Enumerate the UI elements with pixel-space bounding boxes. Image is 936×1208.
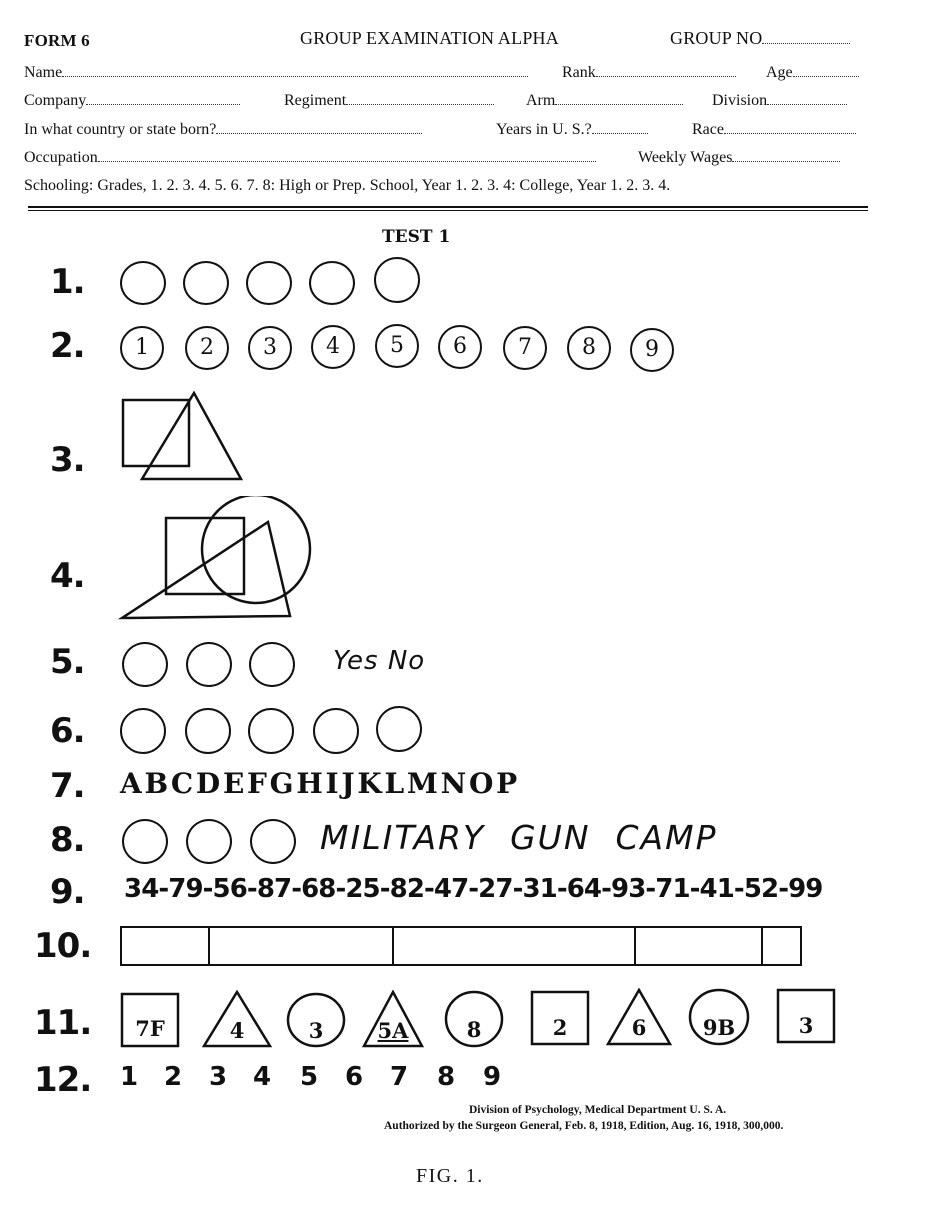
test-title: TEST 1 bbox=[382, 227, 451, 247]
q11-shape-label: 2 bbox=[552, 1015, 568, 1040]
q2-number-circle[interactable]: 8 bbox=[567, 326, 611, 370]
arm-field[interactable] bbox=[555, 92, 683, 105]
q8-circle[interactable] bbox=[186, 819, 232, 864]
race-field[interactable] bbox=[724, 121, 856, 134]
double-rule-top bbox=[28, 206, 868, 208]
regiment-field[interactable] bbox=[346, 92, 494, 105]
q10-label: 10. bbox=[34, 926, 92, 966]
q12-number[interactable]: 7 bbox=[390, 1062, 409, 1092]
q11-shape-label: 7F bbox=[135, 1016, 165, 1041]
q9-number-sequence: 34-79-56-87-68-25-82-47-27-31-64-93-71-41-52-99 bbox=[124, 874, 823, 904]
q2-label: 2. bbox=[50, 326, 85, 366]
years-us-label: Years in U. S.? bbox=[496, 121, 592, 138]
regiment-label: Regiment bbox=[284, 92, 347, 109]
race-label: Race bbox=[692, 121, 724, 138]
q6-label: 6. bbox=[50, 711, 85, 751]
q10-divider bbox=[761, 928, 763, 964]
header-row-occupation bbox=[24, 149, 870, 171]
q1-label: 1. bbox=[50, 262, 85, 302]
q2-number-circle[interactable]: 1 bbox=[120, 326, 164, 370]
born-field[interactable] bbox=[216, 121, 422, 134]
q8-circle[interactable] bbox=[122, 819, 168, 864]
q12-number[interactable]: 1 bbox=[120, 1062, 139, 1092]
q7-label: 7. bbox=[50, 766, 85, 806]
company-label: Company bbox=[24, 92, 87, 109]
rank-field[interactable] bbox=[596, 64, 736, 77]
q6-circle[interactable] bbox=[248, 708, 294, 754]
q6-circle[interactable] bbox=[120, 708, 166, 754]
q11-shape-label: 3 bbox=[798, 1013, 814, 1038]
q4-label: 4. bbox=[50, 556, 85, 596]
q12-number[interactable]: 2 bbox=[164, 1062, 183, 1092]
q11-square-shape[interactable] bbox=[530, 990, 590, 1046]
q1-circle[interactable] bbox=[246, 261, 292, 305]
weekly-wages-field[interactable] bbox=[732, 149, 840, 162]
q11-shape-label: 3 bbox=[308, 1018, 324, 1043]
years-us-field[interactable] bbox=[592, 121, 648, 134]
group-no-field[interactable] bbox=[762, 31, 850, 44]
q8-words: MILITARY GUN CAMP bbox=[320, 818, 718, 857]
name-field[interactable] bbox=[62, 64, 528, 77]
q10-divider bbox=[208, 928, 210, 964]
q11-triangle-shape[interactable] bbox=[202, 990, 272, 1048]
q12-number[interactable]: 9 bbox=[483, 1062, 502, 1092]
q11-shape-label: 4 bbox=[229, 1018, 245, 1043]
header-row-name bbox=[24, 64, 870, 86]
q8-label: 8. bbox=[50, 820, 85, 860]
q2-number-circle[interactable]: 5 bbox=[375, 324, 419, 368]
q9-label: 9. bbox=[50, 872, 85, 912]
q5-yes-no-words: Yes No bbox=[333, 646, 426, 676]
q2-number-circle[interactable]: 3 bbox=[248, 326, 292, 370]
q11-triangle-shape[interactable] bbox=[606, 988, 672, 1046]
q7-letters: A B C D E F G H I J K L M N O P bbox=[120, 767, 518, 800]
division-label: Division bbox=[712, 92, 768, 109]
arm-label: Arm bbox=[526, 92, 556, 109]
q5-circle[interactable] bbox=[186, 642, 232, 687]
company-field[interactable] bbox=[86, 92, 240, 105]
q3-label: 3. bbox=[50, 440, 85, 480]
q11-circle-shape[interactable] bbox=[286, 992, 346, 1048]
footer-division-line: Division of Psychology, Medical Department U. S. A. bbox=[469, 1104, 727, 1116]
q12-number[interactable]: 4 bbox=[253, 1062, 272, 1092]
rank-label: Rank bbox=[562, 64, 596, 81]
occupation-label: Occupation bbox=[24, 149, 98, 166]
age-label: Age bbox=[766, 64, 793, 81]
q5-circle[interactable] bbox=[122, 642, 168, 687]
q6-circle[interactable] bbox=[313, 708, 359, 754]
q12-number[interactable]: 6 bbox=[345, 1062, 364, 1092]
name-label: Name bbox=[24, 64, 63, 81]
q11-shape-label: 8 bbox=[466, 1017, 482, 1042]
q3-square-triangle-figure[interactable] bbox=[118, 388, 248, 484]
q11-shape-label: 5A bbox=[377, 1018, 409, 1043]
q12-number[interactable]: 3 bbox=[209, 1062, 228, 1092]
q2-number-circle[interactable]: 9 bbox=[630, 328, 674, 372]
header-row-company bbox=[24, 92, 870, 114]
q1-circle[interactable] bbox=[374, 257, 420, 303]
q10-divider bbox=[634, 928, 636, 964]
q2-number-circle[interactable]: 2 bbox=[185, 326, 229, 370]
q5-circle[interactable] bbox=[249, 642, 295, 687]
q12-number[interactable]: 5 bbox=[300, 1062, 319, 1092]
header-row-born bbox=[24, 121, 870, 143]
q11-square-shape[interactable] bbox=[776, 988, 836, 1044]
q2-number-circle[interactable]: 4 bbox=[311, 325, 355, 369]
q8-circle[interactable] bbox=[250, 819, 296, 864]
footer-authorization-line: Authorized by the Surgeon General, Feb. 8, 1918, Edition, Aug. 16, 1918, 300,000. bbox=[384, 1120, 784, 1132]
q12-number[interactable]: 8 bbox=[437, 1062, 456, 1092]
q1-circle[interactable] bbox=[309, 261, 355, 305]
group-no-text: GROUP NO bbox=[670, 28, 763, 48]
q11-shape-label: 9B bbox=[702, 1015, 736, 1040]
header-row-schooling bbox=[24, 177, 870, 199]
q2-number-circle[interactable]: 6 bbox=[438, 325, 482, 369]
form-title: GROUP EXAMINATION ALPHA bbox=[300, 28, 559, 48]
q6-circle[interactable] bbox=[185, 708, 231, 754]
q2-number-circle[interactable]: 7 bbox=[503, 326, 547, 370]
q1-circle[interactable] bbox=[120, 261, 166, 305]
q10-partitioned-box[interactable] bbox=[120, 926, 802, 966]
double-rule-bottom bbox=[28, 210, 868, 211]
q12-label: 12. bbox=[34, 1060, 92, 1100]
occupation-field[interactable] bbox=[98, 149, 596, 162]
q1-circle[interactable] bbox=[183, 261, 229, 305]
q11-circle-shape[interactable] bbox=[688, 988, 750, 1046]
q6-circle[interactable] bbox=[376, 706, 422, 752]
q10-divider bbox=[392, 928, 394, 964]
born-label: In what country or state born? bbox=[24, 121, 217, 138]
age-field[interactable] bbox=[793, 64, 859, 77]
q11-square-shape[interactable] bbox=[120, 992, 180, 1048]
q4-circle bbox=[202, 496, 310, 603]
form-number: FORM 6 bbox=[24, 31, 90, 50]
q11-triangle-shape[interactable] bbox=[362, 990, 424, 1048]
q11-circle-shape[interactable] bbox=[444, 990, 504, 1048]
q11-shape-label: 6 bbox=[631, 1015, 647, 1040]
q11-label: 11. bbox=[34, 1003, 92, 1043]
schooling-text: Schooling: Grades, 1. 2. 3. 4. 5. 6. 7. 8: High or Prep. School, Year 1. 2. 3. 4: College, Year 1. 2. 3. 4. bbox=[24, 177, 671, 194]
figure-caption: FIG. 1. bbox=[416, 1165, 484, 1187]
q5-label: 5. bbox=[50, 642, 85, 682]
q4-overlap-figure[interactable] bbox=[118, 496, 320, 622]
division-field[interactable] bbox=[767, 92, 847, 105]
group-no-label bbox=[670, 28, 850, 49]
weekly-wages-label: Weekly Wages bbox=[638, 149, 733, 166]
